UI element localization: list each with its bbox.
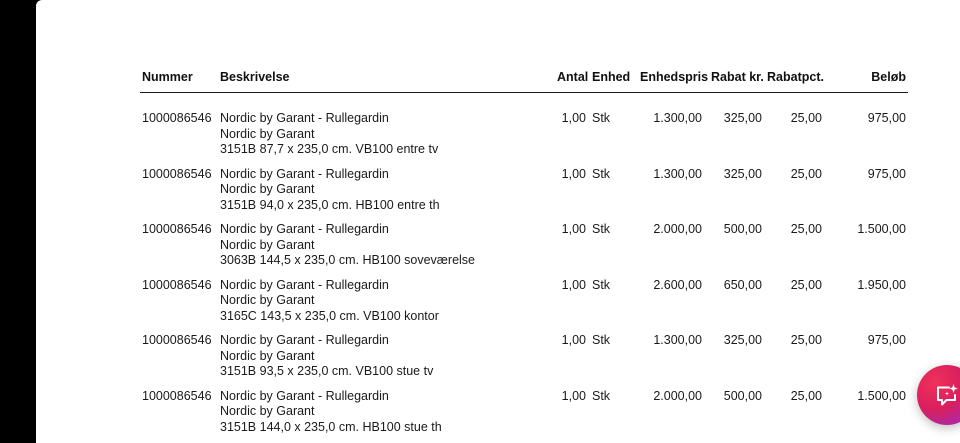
header-rabatpct: Rabatpct. — [767, 70, 824, 84]
cell-beskrivelse — [220, 111, 438, 158]
header-antal: Antal — [557, 70, 589, 84]
description-line: Nordic by Garant — [220, 126, 315, 141]
cell-antal: 1,00 — [561, 166, 586, 181]
table-row — [140, 111, 908, 167]
description-line: 3151B 87,7 x 235,0 cm. VB100 entre tv — [220, 142, 439, 157]
description-line: 3151B 94,0 x 235,0 cm. HB100 entre th — [220, 197, 440, 212]
cell-antal: 1,00 — [561, 333, 586, 347]
description-line: Nordic by Garant — [220, 404, 315, 419]
cell-enhedspris: 2.000,00 — [653, 222, 702, 236]
cell-rabat-kr: 500,00 — [723, 388, 762, 403]
cell-enhedspris: 2.000,00 — [653, 388, 702, 403]
cell-rabat-kr: 325,00 — [723, 111, 762, 125]
table-row — [140, 389, 908, 443]
description-line: Nordic by Garant - Rullegardin — [220, 222, 389, 236]
description-line: Nordic by Garant - Rullegardin — [220, 277, 389, 292]
header-enhedspris: Enhedspris — [640, 70, 709, 84]
cell-nummer: 1000086546 — [142, 222, 212, 236]
cell-enhed: Stk — [592, 166, 611, 181]
cell-rabat-kr: 325,00 — [723, 333, 762, 347]
table-row — [140, 167, 908, 223]
description-line: 3151B 144,0 x 235,0 cm. HB100 stue th — [220, 419, 442, 434]
cell-nummer: 1000086546 — [142, 388, 212, 403]
cell-nummer: 1000086546 — [142, 166, 212, 181]
cell-rabatpct: 25,00 — [790, 222, 822, 236]
table-row — [140, 278, 908, 334]
cell-rabatpct: 25,00 — [790, 111, 822, 125]
description-line: Nordic by Garant — [220, 237, 315, 252]
chat-assistant-button[interactable] — [917, 365, 960, 425]
header-nummer: Nummer — [142, 70, 193, 84]
cell-beloeb: 1.500,00 — [857, 222, 906, 236]
cell-beskrivelse — [220, 167, 440, 214]
cell-beskrivelse — [220, 333, 433, 380]
cell-rabatpct: 25,00 — [790, 388, 822, 403]
description-line: Nordic by Garant — [220, 293, 315, 308]
cell-nummer: 1000086546 — [142, 277, 212, 292]
header-enhed: Enhed — [592, 70, 631, 84]
cell-rabatpct: 25,00 — [790, 333, 822, 347]
order-lines-table — [140, 62, 908, 443]
cell-enhedspris: 1.300,00 — [653, 111, 702, 125]
table-body — [140, 93, 908, 443]
cell-enhed: Stk — [592, 222, 611, 236]
cell-nummer: 1000086546 — [142, 111, 212, 125]
cell-rabatpct: 25,00 — [790, 277, 822, 292]
cell-rabat-kr: 325,00 — [723, 166, 762, 181]
cell-enhed: Stk — [592, 277, 611, 292]
cell-antal: 1,00 — [561, 111, 586, 125]
table-header — [140, 62, 908, 93]
cell-beskrivelse — [220, 389, 442, 436]
header-beloeb: Beløb — [871, 70, 906, 84]
header-rabat-kr: Rabat kr. — [711, 70, 764, 84]
cell-beloeb: 1.950,00 — [857, 277, 906, 292]
cell-beloeb: 975,00 — [867, 111, 906, 125]
cell-beskrivelse — [220, 278, 439, 325]
description-line: Nordic by Garant - Rullegardin — [220, 333, 389, 347]
left-edge-bar — [0, 0, 36, 443]
cell-nummer: 1000086546 — [142, 333, 212, 347]
description-line: Nordic by Garant - Rullegardin — [220, 388, 389, 403]
description-line: Nordic by Garant - Rullegardin — [220, 111, 389, 125]
header-beskrivelse: Beskrivelse — [220, 70, 290, 84]
table-row — [140, 222, 908, 278]
cell-beloeb: 975,00 — [867, 333, 906, 347]
cell-beloeb: 1.500,00 — [857, 388, 906, 403]
chat-sparkle-icon — [934, 382, 960, 408]
cell-rabat-kr: 650,00 — [723, 277, 762, 292]
cell-antal: 1,00 — [561, 388, 586, 403]
description-line: 3151B 93,5 x 235,0 cm. VB100 stue tv — [220, 364, 434, 379]
description-line: 3165C 143,5 x 235,0 cm. VB100 kontor — [220, 308, 439, 323]
cell-enhedspris: 1.300,00 — [653, 166, 702, 181]
cell-enhed: Stk — [592, 388, 611, 403]
cell-enhed: Stk — [592, 111, 611, 125]
description-line: Nordic by Garant - Rullegardin — [220, 166, 389, 181]
cell-enhedspris: 2.600,00 — [653, 277, 702, 292]
cell-antal: 1,00 — [561, 277, 586, 292]
cell-antal: 1,00 — [561, 222, 586, 236]
cell-rabat-kr: 500,00 — [723, 222, 762, 236]
cell-rabatpct: 25,00 — [790, 166, 822, 181]
cell-beskrivelse — [220, 222, 475, 269]
description-line: Nordic by Garant — [220, 348, 315, 363]
document-page — [36, 0, 960, 443]
cell-enhed: Stk — [592, 333, 611, 347]
description-line: 3063B 144,5 x 235,0 cm. HB100 soveværelse — [220, 253, 476, 268]
description-line: Nordic by Garant — [220, 182, 315, 197]
cell-beloeb: 975,00 — [867, 166, 906, 181]
cell-enhedspris: 1.300,00 — [653, 333, 702, 347]
table-row — [140, 333, 908, 389]
